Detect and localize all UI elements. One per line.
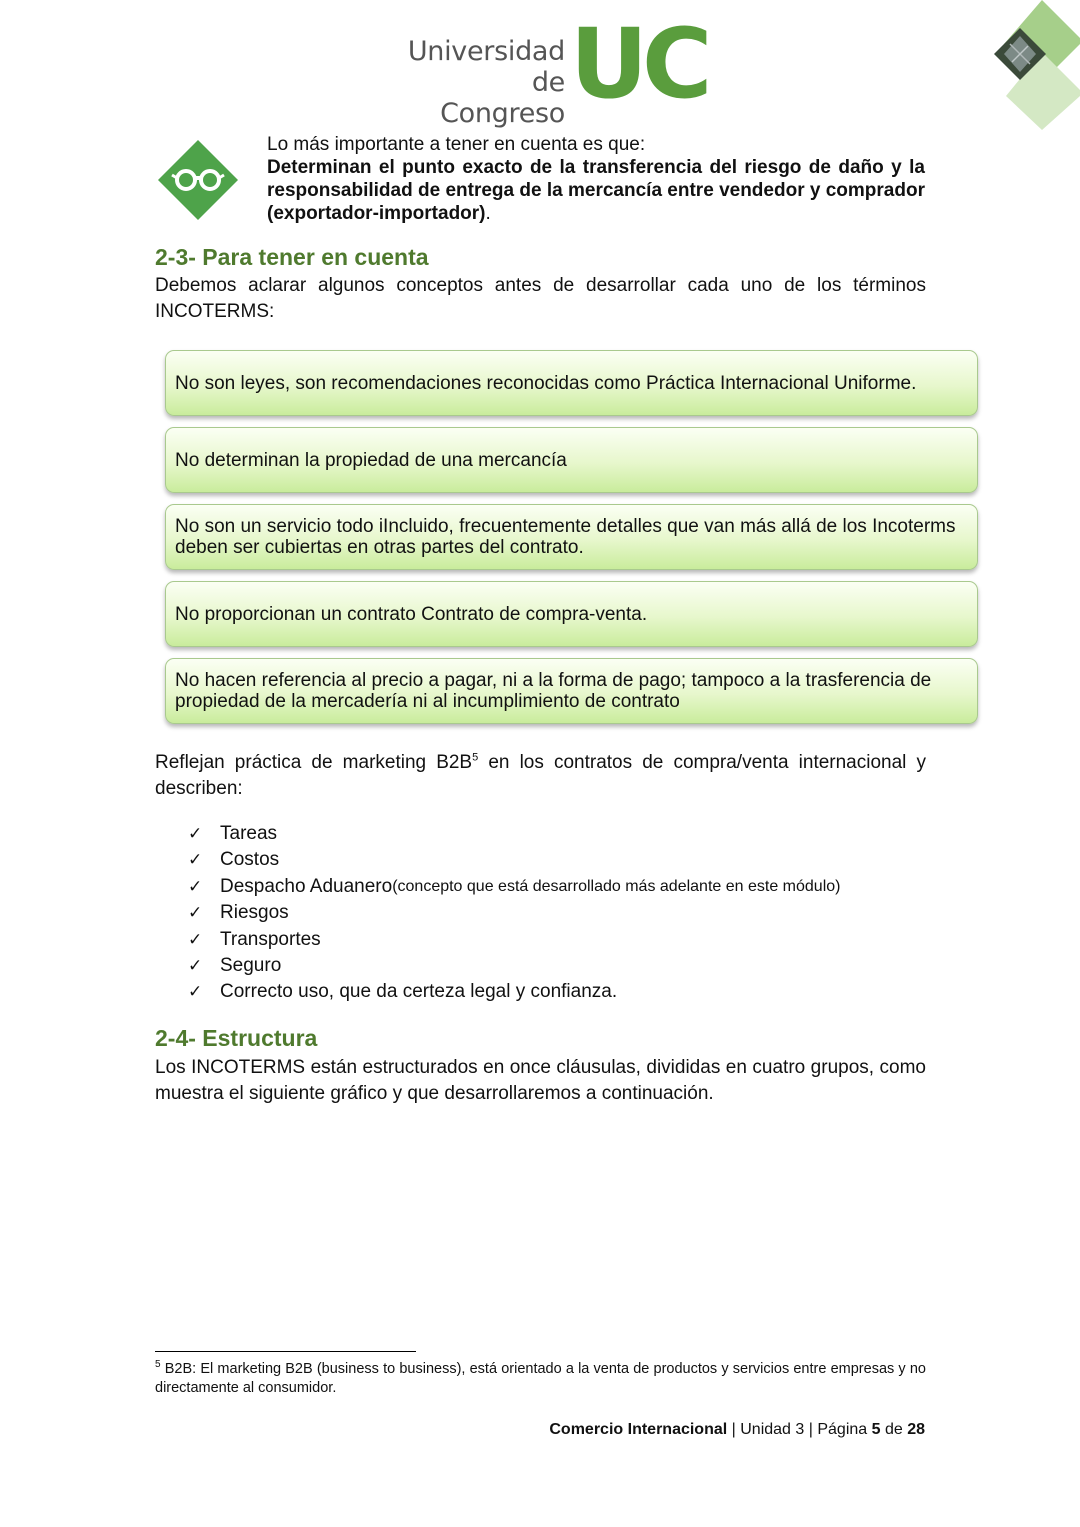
note-key-point <box>267 156 925 225</box>
list-item <box>188 927 840 953</box>
list-item-text: Transportes <box>220 928 321 950</box>
list-item-text: Seguro <box>220 954 282 976</box>
footer-course: Comercio Internacional <box>549 1421 728 1438</box>
concept-box: No son leyes, son recomendaciones reconocidas como Práctica Internacional Uniforme. <box>165 350 978 416</box>
footnote-ref-5: 5 <box>472 751 479 764</box>
list-item <box>188 847 840 873</box>
checkmark-icon: ✓ <box>188 876 203 897</box>
footnote-text: B2B: El marketing B2B (business to business), está orientado a la venta de productos y servicios entre empresas y no directamente al consumidor. <box>155 1361 926 1396</box>
corner-decoration <box>984 0 1080 132</box>
footnote <box>155 1360 926 1398</box>
glasses-icon <box>158 140 238 220</box>
important-note <box>267 133 925 225</box>
footer-unit: | Unidad 3 | Página <box>727 1421 872 1438</box>
list-item <box>188 979 840 1005</box>
list-item <box>188 821 840 847</box>
footer-separator: de <box>880 1421 908 1438</box>
concept-box-list <box>165 350 978 735</box>
list-item-note: (concepto que está desarrollado más adelante en este módulo) <box>392 877 841 895</box>
logo-text <box>400 36 565 129</box>
note-bold-text: Determinan el punto exacto de la transferencia del riesgo de daño y la responsabilidad de entrega de la mercancía entre vendedor y comprador (exportador-importador) <box>267 157 925 224</box>
concept-box: No son un servicio todo iIncluido, frecuentemente detalles que van más allá de los Incoterms deben ser cubiertas en otras partes del contrato. <box>165 504 978 570</box>
list-item-text: Tareas <box>220 823 278 844</box>
logo-mark: UC <box>570 8 707 120</box>
footer-page-number: 5 <box>871 1421 881 1438</box>
section-heading-2-4: 2-4- Estructura <box>155 1025 318 1051</box>
list-item <box>188 900 840 926</box>
footer-page-total: 28 <box>907 1421 925 1438</box>
checkmark-icon: ✓ <box>188 955 203 976</box>
footnote-number: 5 <box>155 1359 161 1371</box>
page-footer <box>549 1421 925 1439</box>
list-item-text: Correcto uso, que da certeza legal y confianza. <box>220 981 618 1003</box>
concept-box: No determinan la propiedad de una mercancía <box>165 427 978 493</box>
checkmark-icon: ✓ <box>188 824 203 844</box>
list-item-text: Costos <box>220 849 280 871</box>
checkmark-icon: ✓ <box>188 903 203 924</box>
list-item-text: Riesgos <box>220 902 289 924</box>
checkmark-icon: ✓ <box>188 850 203 871</box>
note-end: . <box>485 203 491 224</box>
concept-box: No hacen referencia al precio a pagar, ni a la forma de pago; tampoco a la trasferencia de propiedad de la mercadería ni al incumplimiento de contrato <box>165 658 978 724</box>
reflejan-paragraph <box>155 750 926 802</box>
list-item-text: Despacho Aduanero <box>220 875 393 897</box>
list-item <box>188 874 840 900</box>
describe-checklist <box>188 821 840 1006</box>
note-lead: Lo más importante a tener en cuenta es que: <box>267 134 646 155</box>
list-item <box>188 953 840 979</box>
section-2-4-text: Los INCOTERMS están estructurados en once cláusulas, divididas en cuatro grupos, como muestra el siguiente gráfico y que desarrollaremos a continuación. <box>155 1057 926 1104</box>
logo-line-1: Universidad <box>407 36 565 67</box>
section-heading-2-3: 2-3- Para tener en cuenta <box>155 244 429 270</box>
checkmark-icon: ✓ <box>188 982 203 1003</box>
reflejan-text: Reflejan práctica de marketing B2B <box>155 752 473 773</box>
reflejan-text-end: en los contratos de compra/venta internacional y describen: <box>155 752 926 799</box>
concept-box: No proporcionan un contrato Contrato de compra-venta. <box>165 581 978 647</box>
footnote-divider <box>155 1351 416 1352</box>
logo-line-2: de Congreso <box>440 67 565 129</box>
section-2-3-intro: Debemos aclarar algunos conceptos antes de desarrollar cada uno de los términos INCOTERMS: <box>155 275 926 322</box>
checkmark-icon: ✓ <box>188 929 203 950</box>
